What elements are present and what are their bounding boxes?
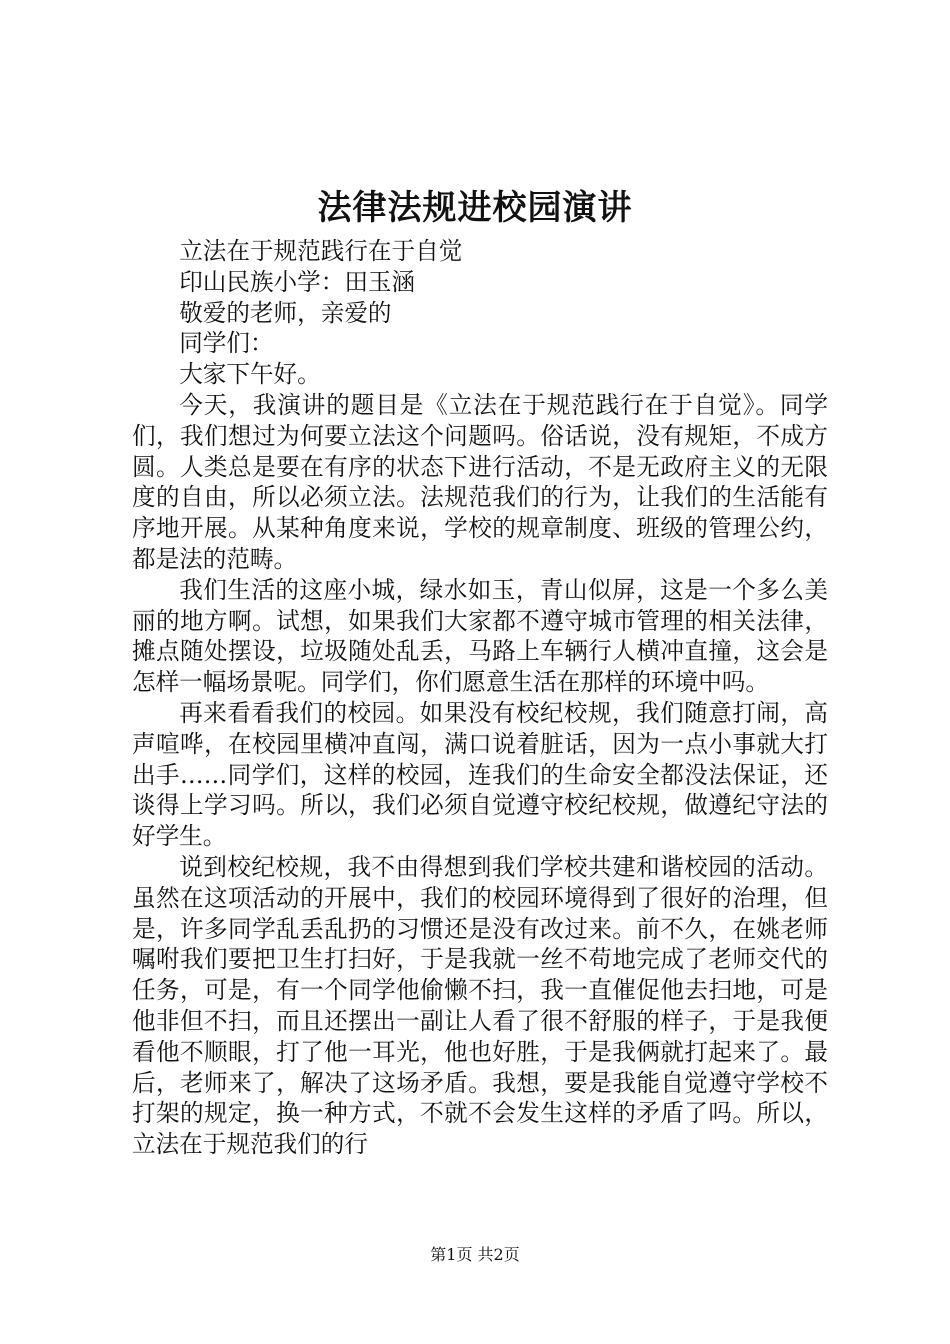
document-title: 法律法规进校园演讲: [317, 188, 633, 228]
subtitle-line: 立法在于规范践行在于自觉: [179, 237, 463, 265]
body-paragraph: 再来看看我们的校园。如果没有校纪校规，我们随意打闹，高声喧哗，在校园里横冲直闯，满口说着脏话，因为一点小事就大打出手……同学们，这样的校园，连我们的生命安全都没法保证，还谈得上学习吗。所以，我们必须自觉遵守校纪校规，做遵纪守法的好学生。: [132, 698, 828, 851]
body-paragraph: 我们生活的这座小城，绿水如玉，青山似屏，这是一个多么美丽的地方啊。试想，如果我们大家都不遵守城市管理的相关法律，摊点随处摆设，垃圾随处乱丢，马路上车辆行人横冲直撞，这会是怎样一幅场景呢。同学们，你们愿意生活在那样的环境中吗。: [132, 575, 828, 697]
page-number-footer: 第1页 共2页: [430, 1245, 520, 1264]
greeting-line: 大家下午好。: [179, 360, 321, 389]
body-paragraph: 今天，我演讲的题目是《立法在于规范践行在于自觉》。同学们，我们想过为何要立法这个问题吗。俗话说，没有规矩，不成方圆。人类总是要在有序的状态下进行活动，不是无政府主义的无限度的自由，所以必须立法。法规范我们的行为，让我们的生活能有序地开展。从某种角度来说，学校的规章制度、班级的管理公约，都是法的范畴。: [132, 390, 828, 573]
greeting-line: 同学们：: [179, 329, 274, 358]
greeting-line: 敬爱的老师，亲爱的: [179, 298, 392, 327]
author-line: 印山民族小学：田玉涵: [179, 267, 416, 296]
body-paragraph: 说到校纪校规，我不由得想到我们学校共建和谐校园的活动。虽然在这项活动的开展中，我们的校园环境得到了很好的治理，但是，许多同学乱丢乱扔的习惯还是没有改过来。前不久，在姚老师嘱咐我们要把卫生打扫好，于是我就一丝不苟地完成了老师交代的任务，可是，有一个同学他偷懒不扫，我一直催促他去扫地，可是他非但不扫，而且还摆出一副让人看了很不舒服的样子，于是我便看他不顺眼，打了他一耳光，他也好胜，于是我俩就打起来了。最后，老师来了，解决了这场矛盾。我想，要是我能自觉遵守学校不打架的规定，换一种方式，不就不会发生这样的矛盾了吗。所以，立法在于规范我们的行: [132, 852, 828, 1159]
document-body: [132, 236, 828, 1160]
